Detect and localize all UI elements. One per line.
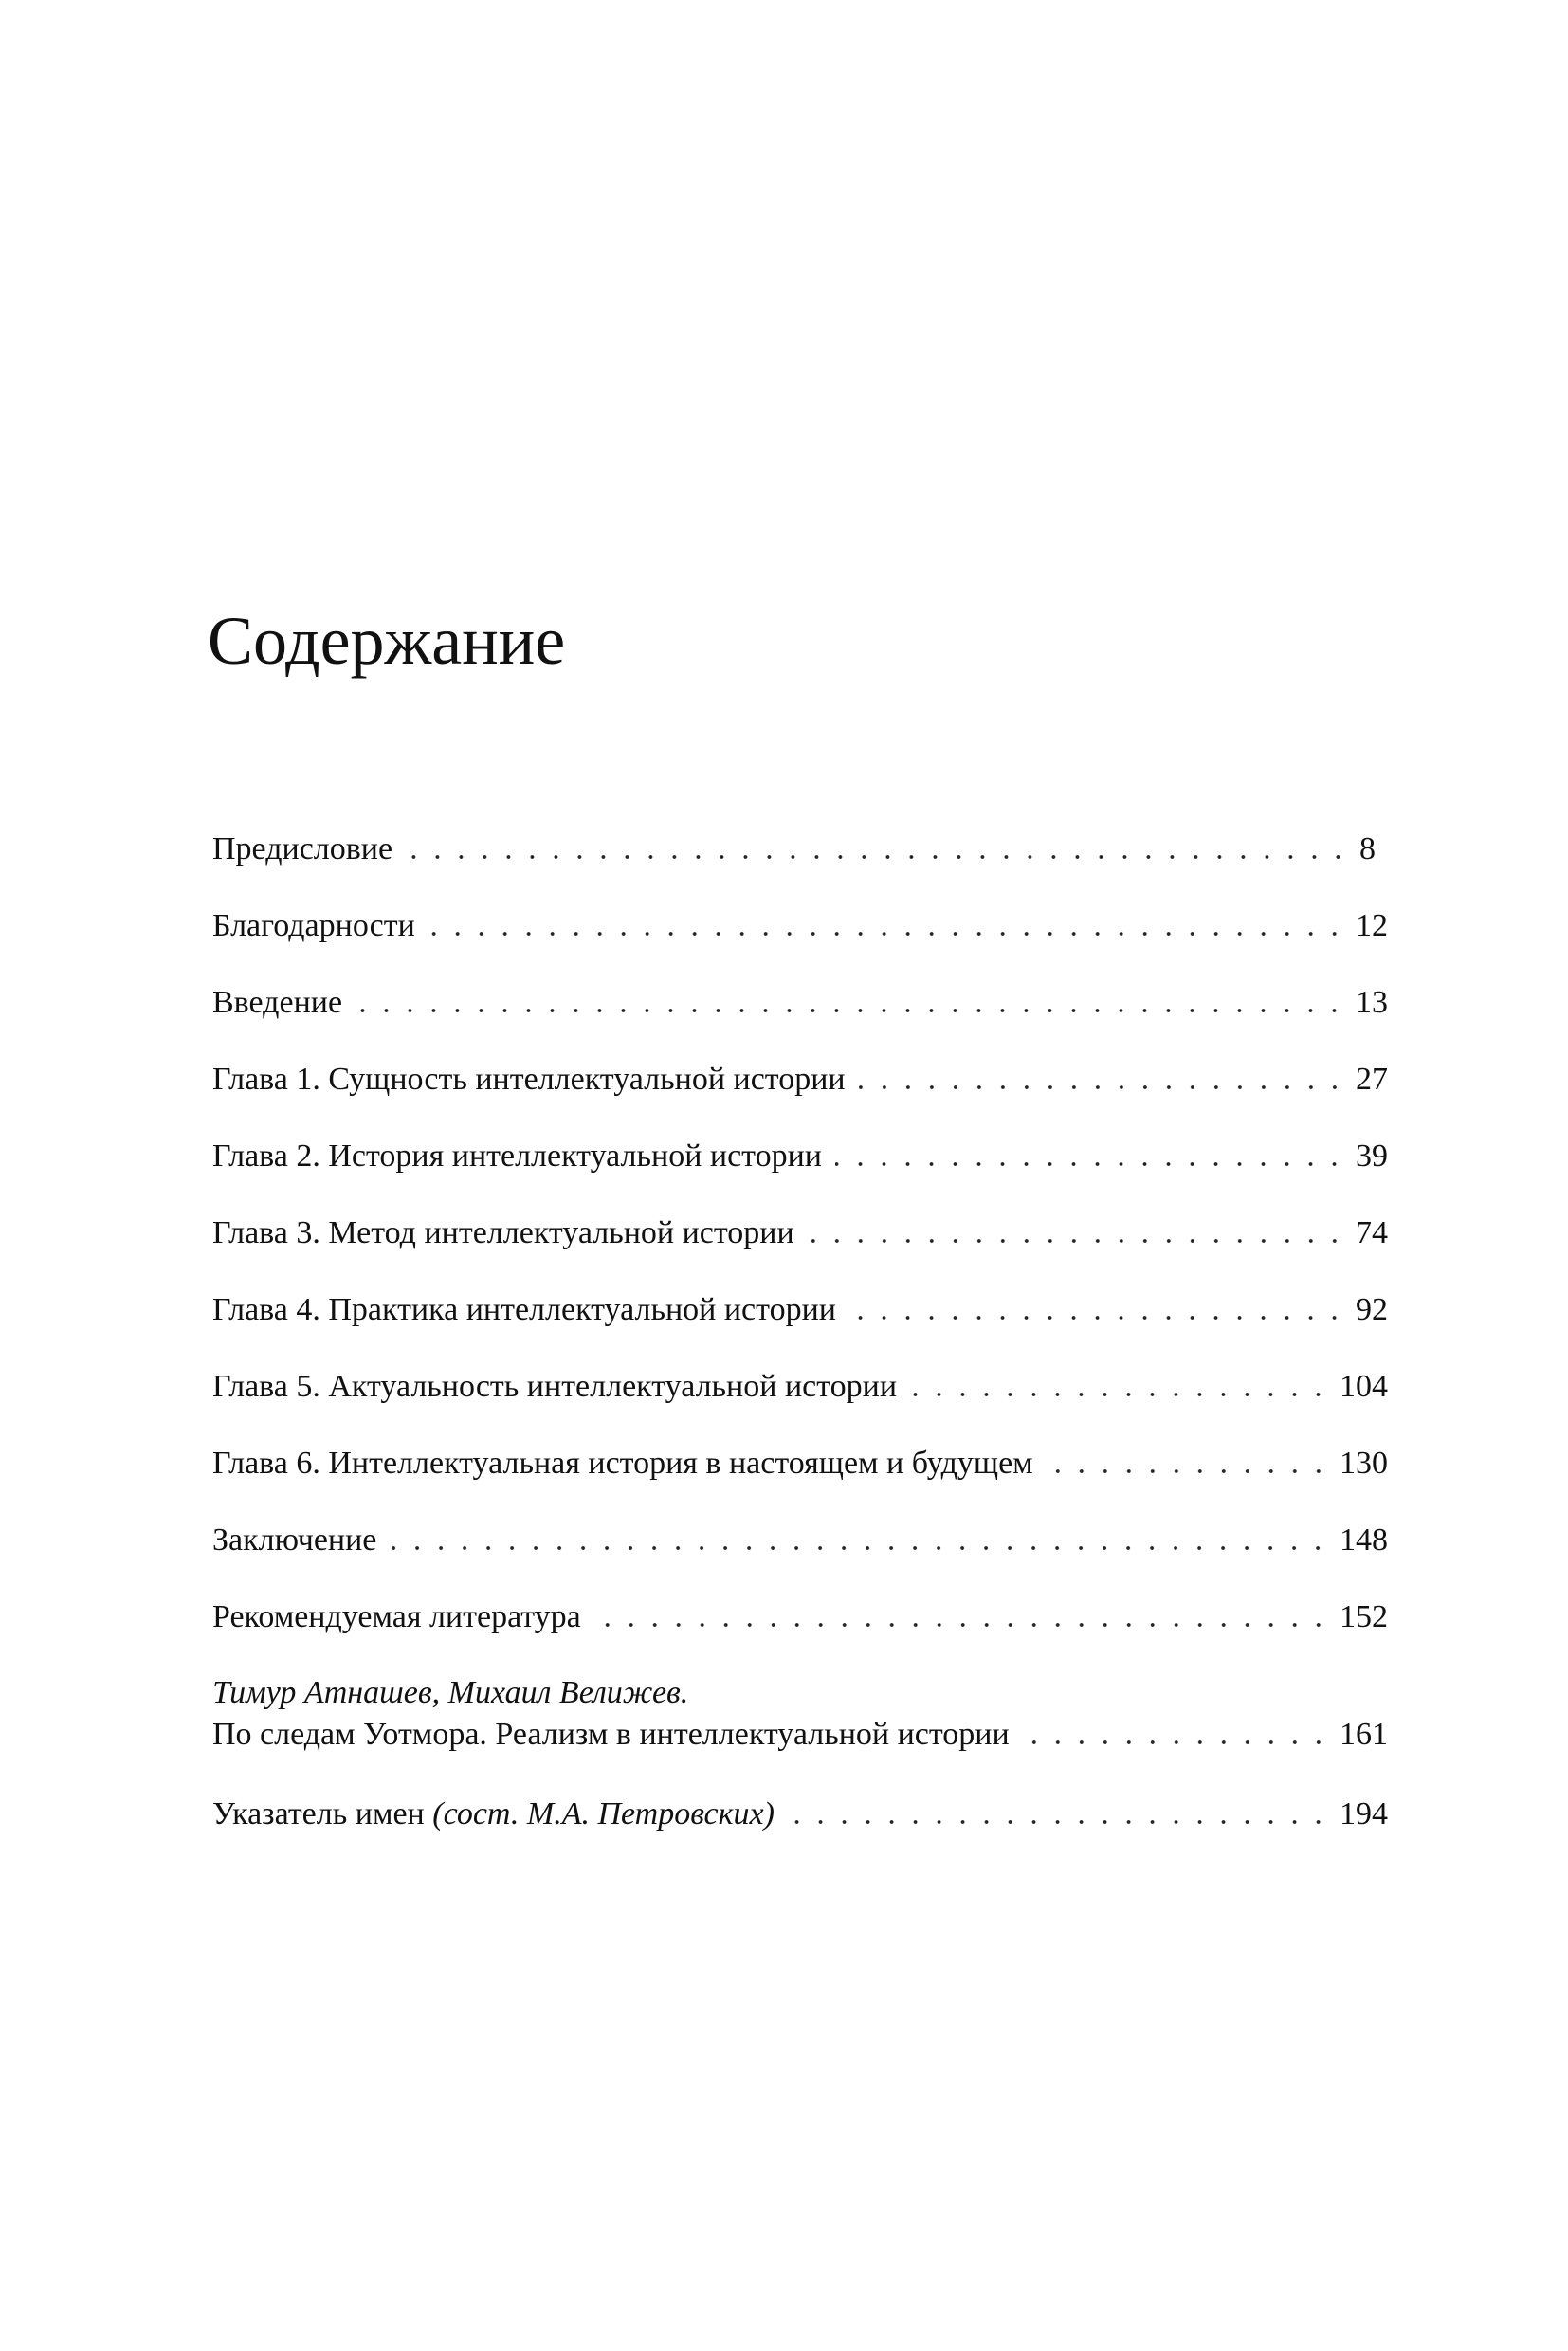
toc-page-number: 39 xyxy=(1356,1139,1388,1174)
page-title: Содержание xyxy=(208,603,566,679)
toc-entry[interactable] xyxy=(212,1291,1388,1329)
dot-leader xyxy=(788,1795,1330,1833)
dot-leader xyxy=(390,1522,1330,1559)
toc-entry[interactable] xyxy=(212,1445,1388,1483)
toc-entry-label: Глава 2. История интеллектуальной истории xyxy=(212,1139,822,1174)
toc-entry-label: Глава 6. Интеллектуальная история в настоящем и будущем xyxy=(212,1446,1033,1481)
dot-leader xyxy=(835,1138,1346,1176)
toc-entry-label: Предисловие xyxy=(212,831,393,866)
toc-entry-label-wrap xyxy=(212,1795,775,1833)
toc-entry[interactable] xyxy=(212,907,1388,945)
toc-page-number: 13 xyxy=(1356,985,1388,1020)
toc-page-number: 194 xyxy=(1340,1796,1388,1832)
toc-entry-label: Глава 3. Метод интеллектуальной истории xyxy=(212,1215,794,1250)
toc-page-number: 148 xyxy=(1340,1522,1388,1558)
toc-entry[interactable] xyxy=(212,1598,1388,1636)
dot-leader xyxy=(406,830,1350,868)
toc-entry[interactable] xyxy=(212,1138,1388,1176)
toc-entry-label: Глава 1. Сущность интеллектуальной истории xyxy=(212,1062,846,1097)
toc-entry-label: Указатель имен xyxy=(212,1796,425,1832)
toc-entry-label: Глава 5. Актуальность интеллектуальной истории xyxy=(212,1369,898,1404)
toc-entry[interactable] xyxy=(212,1368,1388,1406)
index-compiler: (сост. М.А. Петровских) xyxy=(432,1796,775,1832)
dot-leader xyxy=(1047,1445,1330,1483)
dot-leader xyxy=(859,1061,1346,1099)
toc-entry-index[interactable] xyxy=(212,1795,1388,1833)
toc-entry-label: Введение xyxy=(212,985,343,1020)
dot-leader xyxy=(356,984,1346,1022)
toc-entry-label: Заключение xyxy=(212,1522,377,1558)
toc-entry[interactable] xyxy=(212,830,1388,868)
toc-entry-essay[interactable] xyxy=(212,1716,1388,1754)
toc-page-number: 92 xyxy=(1356,1292,1388,1327)
essay-authors: Тимур Атнашев, Михаил Велижев. xyxy=(212,1675,689,1710)
toc-page-number: 74 xyxy=(1356,1215,1388,1250)
toc-page-number: 104 xyxy=(1340,1369,1388,1404)
toc-entry[interactable] xyxy=(212,984,1388,1022)
dot-leader xyxy=(849,1291,1346,1329)
dot-leader xyxy=(910,1368,1330,1406)
dot-leader xyxy=(808,1214,1346,1252)
toc-page-number: 152 xyxy=(1340,1599,1388,1634)
toc-entry-label: Рекомендуемая литература xyxy=(212,1599,581,1634)
toc-entry-label: По следам Уотмора. Реализм в интеллектуальной истории xyxy=(212,1717,1010,1752)
toc-entry[interactable] xyxy=(212,1522,1388,1559)
dot-leader xyxy=(594,1598,1330,1636)
dot-leader xyxy=(428,907,1346,945)
toc-page-number: 12 xyxy=(1356,908,1388,943)
toc-entry[interactable] xyxy=(212,1214,1388,1252)
toc-page-number: 27 xyxy=(1356,1062,1388,1097)
toc-entry-label: Благодарности xyxy=(212,908,415,943)
toc-entry[interactable] xyxy=(212,1061,1388,1099)
toc-page-number: 130 xyxy=(1340,1446,1388,1481)
toc-page-number: 161 xyxy=(1340,1717,1388,1752)
toc-page-number: 8 xyxy=(1359,831,1376,866)
toc-entry-label: Глава 4. Практика интеллектуальной истории xyxy=(212,1292,836,1327)
dot-leader xyxy=(1023,1716,1330,1754)
